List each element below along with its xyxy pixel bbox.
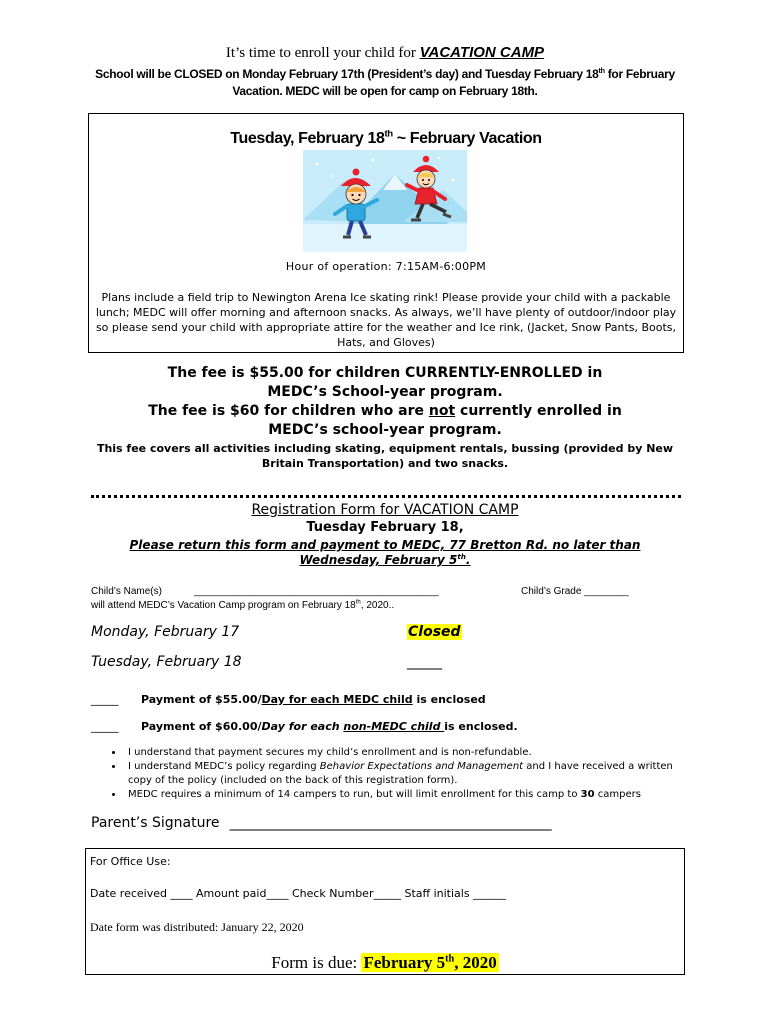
attend-sup: th (355, 599, 361, 606)
signature-blank[interactable]: ______________________________________________ (229, 815, 552, 831)
fee-info (90, 364, 680, 440)
parent-signature-field[interactable] (91, 815, 552, 831)
closed-notice-part2: for February Vacation. MEDC will be open for camp on February 18th. (232, 67, 675, 98)
office-use-box (85, 848, 685, 975)
date-distributed: Date form was distributed: January 22, 2020 (90, 920, 304, 934)
fee-line-4: MEDC’s school-year program. (268, 422, 502, 438)
return-line-2-b: . (465, 553, 471, 567)
form-due-date-sup: th (445, 953, 455, 965)
hours-of-operation: Hour of operation: 7:15AM-6:00PM (285, 260, 487, 273)
event-title (89, 130, 683, 148)
form-due-line (86, 953, 684, 973)
payment-option-non-medc (91, 720, 518, 733)
return-line-1: Please return this form and payment to MEDC, 77 Bretton Rd. no later than (129, 538, 641, 552)
payment-medc-blank[interactable]: _____ (91, 693, 119, 706)
payment-row2-underlined: non-MEDC child (343, 720, 445, 733)
event-info-box (88, 113, 684, 353)
cut-line-divider (91, 495, 681, 498)
payment-row1-b: is enclosed (412, 693, 486, 706)
vacation-camp-heading: VACATION CAMP (419, 44, 545, 61)
attendance-statement (91, 600, 394, 611)
form-due-date-a: February 5 (363, 953, 446, 972)
return-instructions (100, 538, 670, 568)
payment-row1-a: Payment of $55.00/ (141, 693, 262, 706)
monday-closed-badge: Closed (408, 624, 461, 640)
terms-list (110, 746, 694, 802)
term-policy-b: and I have received a written copy of the policy (included on the back of this registration form). (128, 761, 673, 786)
payment-non-medc-blank[interactable]: _____ (91, 720, 119, 733)
closed-notice (90, 66, 680, 100)
closed-notice-sup: th (598, 66, 605, 75)
intro-line (0, 44, 770, 62)
fee-line-1: The fee is $55.00 for children CURRENTLY-ENROLLED in (167, 365, 603, 381)
term-minimum-b: campers (594, 789, 641, 800)
fee-line-3-a: The fee is $60 for children who are (148, 403, 429, 419)
day-tuesday-label: Tuesday, February 18 (91, 654, 242, 670)
form-due-date-b: , 2020 (454, 953, 497, 972)
child-name-blank[interactable]: ____________________________________________ (193, 586, 439, 597)
payment-row2-b: is enclosed. (444, 720, 518, 733)
payment-row2-a: Payment of $60.00/ (141, 720, 262, 733)
tuesday-checkbox-blank[interactable]: _____ (407, 654, 442, 670)
intro-text: It’s time to enroll your child for (225, 45, 420, 61)
fee-line-3-not: not (428, 403, 456, 419)
term-minimum-number: 30 (580, 789, 595, 800)
registration-title: Registration Form for VACATION CAMP (251, 502, 519, 518)
day-monday-label: Monday, February 17 (91, 624, 240, 640)
return-line-2-sup: th (457, 552, 466, 561)
term-policy-italic: Behavior Expectations and Management (319, 761, 524, 772)
term-policy-a: I understand MEDC’s policy regarding (128, 761, 320, 772)
closed-notice-part1: School will be CLOSED on Monday February 17th (President’s day) and Tuesday February 18 (95, 67, 599, 81)
attend-b: , 2020.. (360, 600, 395, 611)
return-line-2 (100, 553, 670, 568)
children-ice-skating-illustration (303, 150, 467, 252)
payment-option-medc (91, 693, 486, 706)
event-title-part1: Tuesday, February 18 (230, 130, 385, 147)
event-title-sup: th (384, 128, 393, 140)
fee-line-3 (90, 402, 680, 421)
return-line-2-a: Wednesday, February 5 (299, 553, 458, 567)
fee-line-2: MEDC’s School-year program. (267, 384, 503, 400)
term-policy (124, 760, 694, 788)
attend-a: will attend MEDC’s Vacation Camp program on February 18 (91, 600, 356, 611)
payment-row2-italic: Day for each (261, 720, 344, 733)
fee-line-3-b: currently enrolled in (455, 403, 622, 419)
term-minimum (124, 788, 694, 802)
payment-row1-underlined: Day for each MEDC child (261, 693, 413, 706)
term-minimum-a: MEDC requires a minimum of 14 campers to run, but will limit enrollment for this camp to (128, 789, 581, 800)
plans-description: Plans include a field trip to Newington Arena Ice skating rink! Please provide your child with a packable lunch; MEDC will offer morning and afternoon snacks. As always, we’ll have plenty of outdoor/indoor play so please send your child with appropriate attire for the weather and Ice rink, (Jacket, Snow Pants, Boots, Hats, and Gloves) (95, 291, 677, 349)
office-use-heading: For Office Use: (90, 855, 171, 868)
child-name-field[interactable] (91, 586, 439, 597)
term-refund: • I understand that payment secures my child’s enrollment and is non-refundable. (124, 746, 694, 760)
office-use-fields: Date received ____ Amount paid____ Check Number_____ Staff initials ______ (90, 887, 507, 900)
child-name-label: Child’s Name(s) (91, 586, 162, 597)
form-due-date (361, 953, 498, 972)
fee-note: This fee covers all activities including skating, equipment rentals, bussing (provided by New Britain Transportation) and two snacks. (96, 442, 674, 470)
child-grade-field[interactable] (521, 586, 629, 597)
form-due-label: Form is due: (271, 953, 362, 972)
child-grade-label: Child’s Grade (521, 586, 582, 597)
event-title-part2: ~ February Vacation (392, 130, 542, 147)
child-grade-blank[interactable]: ________ (584, 586, 629, 597)
registration-date: Tuesday February 18, (306, 520, 464, 535)
signature-label: Parent’s Signature (91, 815, 220, 831)
